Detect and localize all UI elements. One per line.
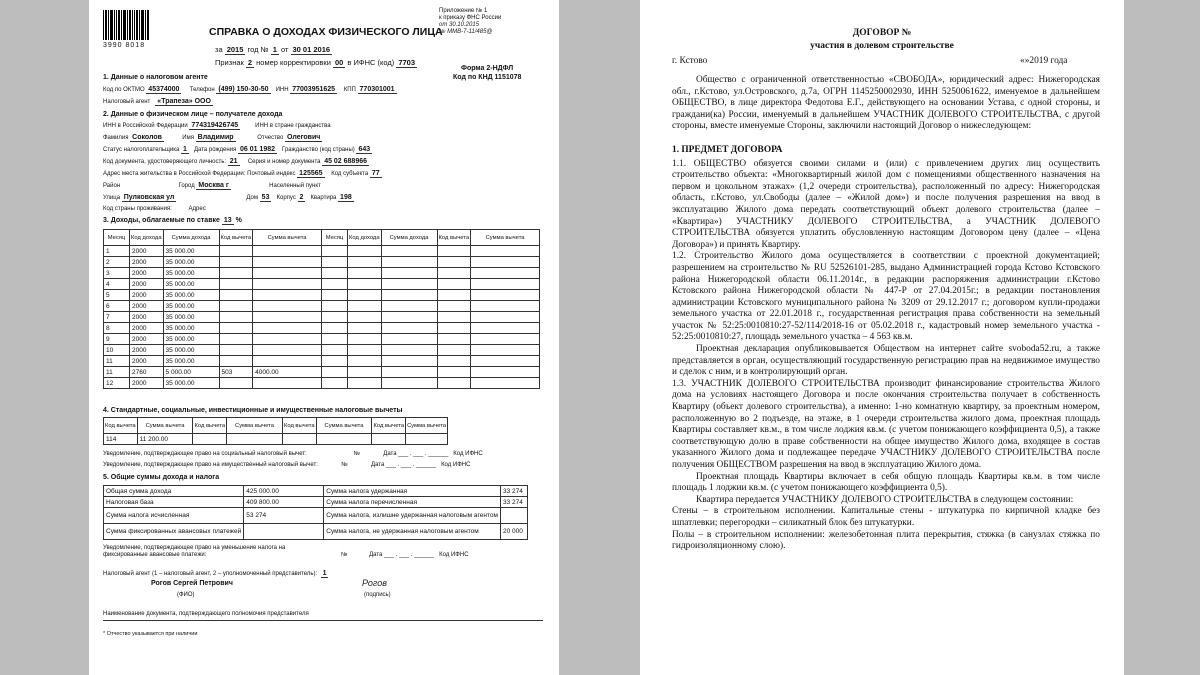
agent-name-row: Налоговый агент «Трапеза» ООО xyxy=(103,98,211,105)
deduction-code-cell xyxy=(219,312,253,323)
income-row xyxy=(104,323,322,334)
income-sum-cell: 35 000.00 xyxy=(163,334,219,345)
month-cell: 5 xyxy=(104,290,130,301)
month-cell: 6 xyxy=(104,301,130,312)
deduction-code-cell xyxy=(219,279,253,290)
tax-calculated: 53 274 xyxy=(244,508,324,524)
clause-1-3-area: Проектная площадь Квартиры включает в себя общую площадь Квартиры кв.м. в том числе площадь 1 лоджии кв.м. (с учетом понижающего коэффициента 0,5). xyxy=(672,471,1100,494)
empty-income-row xyxy=(322,279,540,290)
deduction-sum-cell xyxy=(253,345,322,356)
income-sum-cell: 35 000.00 xyxy=(163,345,219,356)
deduction-sum-cell xyxy=(253,312,322,323)
income-code-cell: 2000 xyxy=(130,290,164,301)
certificate-title: СПРАВКА О ДОХОДАХ ФИЗИЧЕСКОГО ЛИЦА xyxy=(209,26,443,38)
property-deduction-notice: Уведомление, подтверждающее право на имущественный налоговый вычет: № Дата ___ . ___ . ______ Код ИФНС xyxy=(103,462,471,468)
section-3-title: 3. Доходы, облагаемые по ставке 13 % xyxy=(103,217,242,224)
empty-income-row xyxy=(322,301,540,312)
income-code-cell: 2000 xyxy=(130,279,164,290)
person-status-row: Статус налогоплательщика 1 Дата рождения 06 01 1982 Гражданство (код страны) 643 xyxy=(103,146,371,153)
income-row xyxy=(104,257,322,268)
income-row xyxy=(104,367,322,378)
deduction-code-cell xyxy=(219,290,253,301)
representative-doc-line xyxy=(103,620,543,621)
contract-body xyxy=(672,75,1100,553)
section-4-title: 4. Стандартные, социальные, инвестиционные и имущественные налоговые вычеты xyxy=(103,407,403,414)
barcode-number: 3990 8018 xyxy=(103,42,146,49)
tax-base: 409 800.00 xyxy=(244,497,324,508)
income-code-cell: 2000 xyxy=(130,356,164,367)
deduction-sum-cell xyxy=(253,257,322,268)
income-sum-cell: 35 000.00 xyxy=(163,312,219,323)
representative-doc-label: Наименование документа, подтверждающего полномочия представителя xyxy=(103,611,309,617)
signer-name: Рогов Сергей Петрович xyxy=(151,580,233,587)
deduction-sum-cell: 4000.00 xyxy=(253,367,322,378)
knd-code: Код по КНД 1151078 xyxy=(453,74,522,81)
income-row xyxy=(104,334,322,345)
barcode-image xyxy=(103,10,149,40)
income-code-cell: 2000 xyxy=(130,334,164,345)
empty-income-row xyxy=(322,356,540,367)
month-cell: 3 xyxy=(104,268,130,279)
income-code-cell: 2000 xyxy=(130,257,164,268)
income-row xyxy=(104,279,322,290)
tax-withheld: 33 274 xyxy=(500,486,527,497)
contract-page xyxy=(640,0,1124,675)
income-sum-cell: 35 000.00 xyxy=(163,257,219,268)
month-cell: 11 xyxy=(104,367,130,378)
contract-title: ДОГОВОР № xyxy=(852,28,912,38)
deduction-sum-cell xyxy=(253,356,322,367)
deduction-sum: 11 200.00 xyxy=(137,434,193,445)
year-line: за 2015 год № 1 от 30 01 2016 xyxy=(215,45,331,54)
empty-income-row xyxy=(322,323,540,334)
income-sum-cell: 5 000.00 xyxy=(163,367,219,378)
col-month: Месяц xyxy=(104,230,130,246)
form-name: Форма 2-НДФЛ xyxy=(461,65,514,72)
person-document-row: Код документа, удостоверяющего личность: 21 Серия и номер документа 45 02 688966 xyxy=(103,158,368,165)
deduction-code-cell xyxy=(219,356,253,367)
income-sum-cell: 35 000.00 xyxy=(163,301,219,312)
income-sum-cell: 35 000.00 xyxy=(163,268,219,279)
person-inn-row: ИНН в Российской Федерации 774319426745 ИНН в стране гражданства xyxy=(103,122,331,129)
total-income: 425 000.00 xyxy=(244,486,324,497)
section-1-heading: 1. ПРЕДМЕТ ДОГОВОРА xyxy=(672,144,783,155)
empty-income-row xyxy=(322,367,540,378)
empty-income-row xyxy=(322,257,540,268)
income-row xyxy=(104,268,322,279)
person-name-row: Фамилия Соколов Имя Владимир Отчество Олегович xyxy=(103,134,321,141)
month-cell: 7 xyxy=(104,312,130,323)
fixed-payments-notice: Уведомление, подтверждающее право на уменьшение налога на фиксированные авансовые платежи: xyxy=(103,545,286,558)
empty-income-row xyxy=(322,334,540,345)
person-foreign-row: Код страны проживания: Адрес xyxy=(103,206,206,212)
clause-1-3-state: Квартира передается УЧАСТНИКУ ДОЛЕВОГО СТРОИТЕЛЬСТВА в следующем состоянии: xyxy=(696,494,1074,505)
sign-line: Признак 2 номер корректировки 00 в ИФНС (код) 7703 xyxy=(215,58,416,67)
income-row xyxy=(104,312,322,323)
income-code-cell: 2000 xyxy=(130,312,164,323)
deduction-code-cell xyxy=(219,378,253,389)
contract-city: г. Кстово xyxy=(672,56,708,66)
month-cell: 12 xyxy=(104,378,130,389)
person-city-row: Район Город Москва г Населенный пункт xyxy=(103,182,321,189)
section-5-title: 5. Общие суммы дохода и налога xyxy=(103,474,220,481)
section-1-title: 1. Данные о налоговом агенте xyxy=(103,74,208,81)
income-row xyxy=(104,301,322,312)
month-cell: 9 xyxy=(104,334,130,345)
income-code-cell: 2000 xyxy=(130,378,164,389)
social-deduction-notice: Уведомление, подтверждающее право на социальный налоговый вычет: № Дата ___ . ___ . ______ Код ИФНС xyxy=(103,451,483,457)
clause-1-3-walls: Стены – в строительном исполнении. Капитальные стены - штукатурка по кирпичной кладке без шпатлевки; перегородки – силикатный блок без штукатурки. xyxy=(672,506,1100,528)
month-cell: 8 xyxy=(104,323,130,334)
month-cell: 10 xyxy=(104,345,130,356)
intro-paragraph: Общество с ограниченной ответственностью «СВОБОДА», юридический адрес: Нижегородская обл., г.Кстово, ул.Островского, д.7а, ОГРН 1145250002930, ИНН 5250061622, именуемое в дальнейшем ОБЩЕСТВО, в лице директора Федотова Е.Г., действующего на основании Устава, с одной стороны, и граждани(ка) России, именуемый в дальнейшем УЧАСТНИК ДОЛЕВОГО СТРОИТЕЛЬСТВА, с другой стороны, вместе именуемые Стороны, заключили настоящий Договор о нижеследующем: xyxy=(672,75,1100,132)
footnote: * Отчество указывается при наличии xyxy=(103,631,198,637)
deduction-code-cell xyxy=(219,268,253,279)
deduction-sum-cell xyxy=(253,246,322,257)
person-address-row: Адрес места жительства в Российской Федерации: Почтовый индекс 125565 Код субъекта 77 xyxy=(103,170,380,177)
income-row xyxy=(104,290,322,301)
income-sum-cell: 35 000.00 xyxy=(163,378,219,389)
deduction-sum-cell xyxy=(253,279,322,290)
income-code-cell: 2000 xyxy=(130,345,164,356)
income-code-cell: 2000 xyxy=(130,323,164,334)
income-code-cell: 2000 xyxy=(130,268,164,279)
deduction-sum-cell xyxy=(253,301,322,312)
signer-role-row: Налоговый агент (1 – налоговый агент, 2 – уполномоченный представитель): 1 xyxy=(103,570,327,577)
income-table-left xyxy=(103,229,322,389)
deduction-sum-cell xyxy=(253,378,322,389)
income-sum-cell: 35 000.00 xyxy=(163,246,219,257)
agent-codes-row: Код по ОКТМО 45374000 Телефон (499) 150-30-50 ИНН 77003951625 КПП 770301001 xyxy=(103,86,395,93)
tax-transferred: 33 274 xyxy=(500,497,527,508)
income-sum-cell: 35 000.00 xyxy=(163,290,219,301)
income-table-right: Месяц Код дохода Сумма дохода Код вычета Сумма вычета xyxy=(321,229,540,389)
deduction-code-cell xyxy=(219,257,253,268)
month-cell: 11 xyxy=(104,356,130,367)
income-row xyxy=(104,345,322,356)
empty-income-row xyxy=(322,290,540,301)
clause-1-2: 1.2. Строительство Жилого дома осуществляется в соответствии с проектной документацией; разрешением на строительство № RU 52526101-285, выдано Администрацией города Кстово Кстовского района Нижегородской области 06.11.2014г., в редакции распоряжения администрации г.Кстово Кстовского района Нижегородской области № 447-Р от 27.04.2015г.; в редакции постановления администрации Кстовского муниципального района № 3209 от 29.12.2017 г.; договором купли-продажи земельного участка от 22.01.2018 г., государственная регистрация права собственности на земельный участок № 52:25:0010810:27-52/114/2018-16 от 05.02.2018 г., кадастровый номер земельного участка - 52:25:0010810:27, площадь земельного участка – 4 563 кв.м. xyxy=(672,251,1100,343)
income-row xyxy=(104,378,322,389)
empty-income-row xyxy=(322,312,540,323)
empty-income-row xyxy=(322,246,540,257)
ndfl-certificate-page: 3990 8018 СПРАВКА О ДОХОДАХ ФИЗИЧЕСКОГО ЛИЦА Приложение № 1 к приказу ФНС России от 30.10.2015 № ММВ-7-11/485@ за 2015 год № 1 от 30 01 2016 Признак 2 номер корректировки 00 в ИФНС (код) 7703 Форма 2-НДФЛ Код по КНД 1151078 1. Данные о налоговом агенте Код по ОКТМО 45374000 Телефон (499) 150-30-50 ИНН 77003951625 КПП 770301001 Налоговый агент «Трапеза» ООО 2. Данные о физическом лице – получателе дохода ИНН в Российской Федерации 774319426745 ИНН в стране гражданства Фамилия Соколов Имя Владимир Отчество Олегович Статус налогоплательщика 1 Дата рождения 06 01 1982 Гражданство (код страны) 643 Код документа, удостоверяющего личность: 21 Серия и номер документа 45 02 688966 Адрес места жительства в Российской Федерации: Почтовый индекс 125565 Код субъекта 77 Район Город Москва г Населенный пункт Улица Пулковская ул Дом 53 Корпус 2 Квартира 198 Код страны проживания: Адрес 3. Доходы, облагаемые по ставке 13 % Месяц Код дохода Сумма дохода Код вычета Сумма вычета 1 2000 35 000.00 2 2000 35 000.00 3 2000 35 000.00 4 2000 35 000.00 5 2000 35 000.00 6 2000 35 000.00 7 2000 35 000.00 8 2000 35 000.00 9 2000 35 000.00 10 2000 35 000.00 11 2000 35 000.00 11 2760 5 000.00 503 4000.00 12 2000 35 000.00 Месяц Код дохода Сумма дохода Код вычета Сумма вычета 4. Стандартные, социальные, инвестиционные и имущественные налоговые вычеты Код вычета Сумма вычета Код вычета Сумма вычета Код вычета Сумма вычета Код вычета Сумма вычета 114 11 200.00 Уведомление, подтверждающее право на социальный налоговый вычет: № Дата ___ . ___ . ______ Код ИФНС Уведомление, подтверждающее право на имущественный налоговый вычет: № Дата ___ . ___ . ______ Код ИФНС 5. Общие суммы дохода и налога Общая сумма дохода 425 000.00 Сумма налога удержанная 33 274 Налоговая база 409 800.00 Сумма налога перечисленная 33 274 Сумма налога исчисленная 53 274 Сумма налога, излишне удержанная налоговым агентом Сумма фиксированных авансовых платежей Сумма налога, не удержанная налоговым агентом 20 000 Уведомление, подтверждающее право на уменьшение налога на фиксированные авансовые платежи: № Дата ___ . ___ . ______ Код ИФНС Налоговый агент (1 – налоговый агент, 2 – уполномоченный представитель): 1 Рогов Сергей Петрович Рогов (ФИО) (подпись) Наименование документа, подтверждающего полномочия представителя * Отчество указывается при наличии xyxy=(89,0,559,675)
deduction-code-cell: 503 xyxy=(219,367,253,378)
income-row xyxy=(104,356,322,367)
income-sum-cell: 35 000.00 xyxy=(163,356,219,367)
deduction-code-cell xyxy=(219,246,253,257)
month-cell: 1 xyxy=(104,246,130,257)
empty-income-row xyxy=(322,345,540,356)
deduction-sum-cell xyxy=(253,290,322,301)
income-row xyxy=(104,246,322,257)
fixed-payments-fields: № Дата ___ . ___ . ______ Код ИФНС xyxy=(341,552,469,558)
signature: Рогов xyxy=(362,578,387,588)
deduction-code-cell xyxy=(219,323,253,334)
income-sum-cell: 35 000.00 xyxy=(163,323,219,334)
income-code-cell: 2000 xyxy=(130,301,164,312)
clause-1-1: 1.1. ОБЩЕСТВО обязуется своими силами и (или) с привлечением других лиц осуществить строительство объекта: «Многоквартирный жилой дом с помещениями общественного назначения на первом и цокольном этажах» (1,2 очереди строительства), расположенный по адресу: Нижегородская область, г.Кстово, ул.Свободы (далее – «Жилой дом») и после получения разрешения на ввод в эксплуатацию Жилого дома передать соответствующий объект долевого строительства (далее – «Квартира») УЧАСТНИКУ ДОЛЕВОГО СТРОИТЕЛЬСТВА, а УЧАСТНИК ДОЛЕВОГО СТРОИТЕЛЬСТВА обязуется уплатить обусловленную настоящим Договором цену (далее – «Цена Договора») и принять Квартиру. xyxy=(672,158,1100,250)
income-sum-cell: 35 000.00 xyxy=(163,279,219,290)
clause-1-3: 1.3. УЧАСТНИК ДОЛЕВОГО СТРОИТЕЛЬСТВА производит финансирование строительства Жилого дома на условиях настоящего Договора и после окончания строительства получает в собственность Квартиру (объект долевого строительства), а именно: 1-но комнатную квартиру, за проектным номером, расположенную во 2 подъезде, на этаже, в 1 очереди строительства жилого дома, проектная площадь Квартиры составляет кв.м., в том числе лоджия кв.м. (с учетом понижающего коэффициента 0,5), а также соответствующую долю в праве собственности на общее имущество Жилого дома, входящее в состав указанного Жилого дома и подлежащее передаче УЧАСТНИКУ ДОЛЕВОГО СТРОИТЕЛЬСТВА после получения ОБЩЕСТВОМ разрешения на ввод в эксплуатацию Жилого дома. xyxy=(672,378,1100,470)
contract-date: «»2019 года xyxy=(1020,56,1068,66)
person-street-row: Улица Пулковская ул Дом 53 Корпус 2 Квартира 198 xyxy=(103,194,352,201)
deduction-code-cell xyxy=(219,334,253,345)
deduction-sum-cell xyxy=(253,334,322,345)
deduction-code-cell xyxy=(219,301,253,312)
month-cell: 2 xyxy=(104,257,130,268)
clause-1-3-floors: Полы – в строительном исполнении: железобетонная плита перекрытия, стяжка (в санузлах стяжка по гидроизоляционному слою). xyxy=(672,529,1100,552)
deduction-code: 114 xyxy=(104,434,138,445)
col-income-sum: Сумма дохода xyxy=(163,230,219,246)
col-deduction-sum: Сумма вычета xyxy=(253,230,322,246)
totals-table: Общая сумма дохода 425 000.00 Сумма налога удержанная 33 274 Налоговая база 409 800.00 Сумма налога перечисленная 33 274 Сумма налога исчисленная 53 274 Сумма налога, излишне удержанная налоговым агентом Сумма фиксированных авансовых платежей Сумма налога, не удержанная налоговым агентом 20 000 xyxy=(103,485,528,540)
empty-income-row xyxy=(322,378,540,389)
deduction-code-cell xyxy=(219,345,253,356)
deduction-sum-cell xyxy=(253,323,322,334)
month-cell: 4 xyxy=(104,279,130,290)
appendix-note: Приложение № 1 к приказу ФНС России от 30.10.2015 № ММВ-7-11/485@ xyxy=(439,8,502,35)
deduction-sum-cell xyxy=(253,268,322,279)
section-2-title: 2. Данные о физическом лице – получателе дохода xyxy=(103,111,283,118)
tax-not-withheld: 20 000 xyxy=(500,524,527,540)
income-code-cell: 2760 xyxy=(130,367,164,378)
deduction-table: Код вычета Сумма вычета Код вычета Сумма вычета Код вычета Сумма вычета Код вычета Сумма вычета 114 11 200.00 xyxy=(103,417,448,445)
col-income-code: Код дохода xyxy=(130,230,164,246)
col-deduction-code: Код вычета xyxy=(219,230,253,246)
income-code-cell: 2000 xyxy=(130,246,164,257)
clause-1-2-declaration: Проектная декларация опубликовывается Обществом на интернет сайте svoboda52.ru, а также представляется в орган, осуществляющий государственную регистрацию прав на недвижимое имущество и сделок с ним, и в контролирующий орган. xyxy=(672,344,1100,378)
contract-subtitle: участия в долевом строительстве xyxy=(810,41,954,51)
empty-income-row xyxy=(322,268,540,279)
